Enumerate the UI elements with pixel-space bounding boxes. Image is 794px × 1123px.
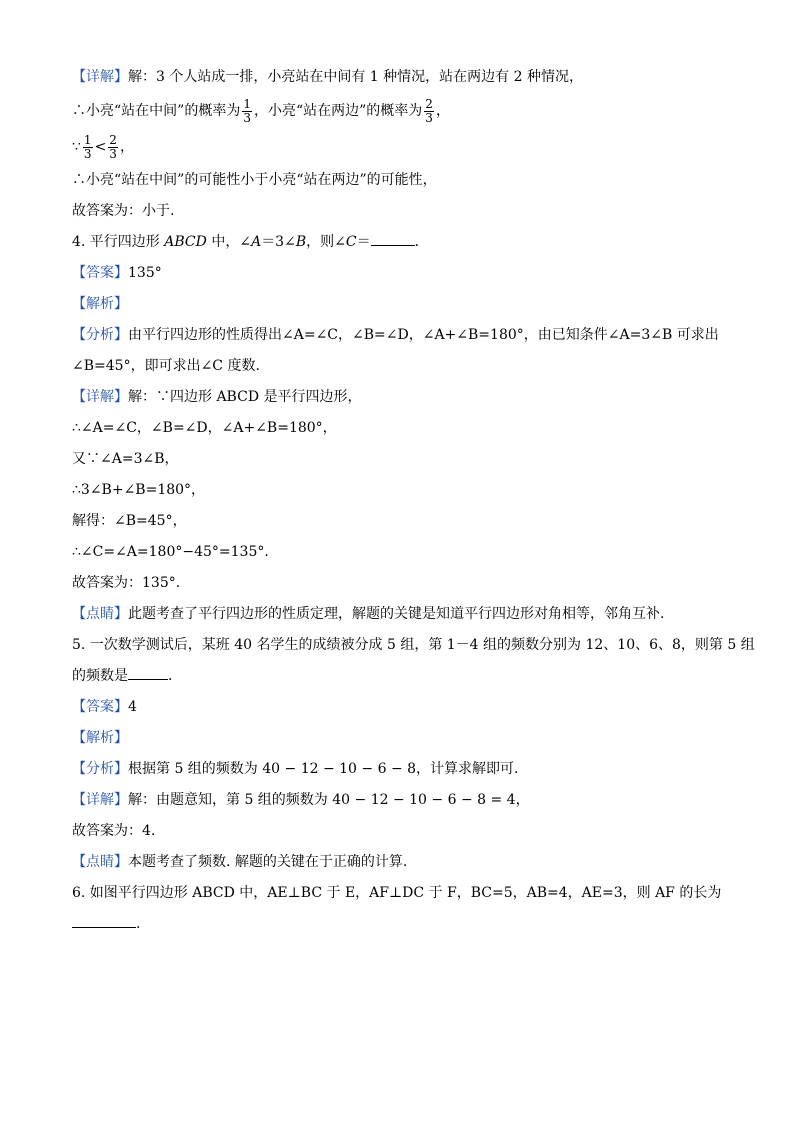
q6-stem-2 bbox=[72, 909, 732, 940]
p3-compare-line bbox=[72, 129, 732, 165]
q4-pre: 4. 平行四边形 bbox=[72, 234, 165, 250]
fraction-two-thirds bbox=[108, 134, 118, 161]
frac-num: 2 bbox=[425, 96, 433, 111]
p3-prob-text-c: ， bbox=[435, 103, 450, 119]
q4-abcd: ABCD bbox=[164, 234, 207, 250]
q4-b: B bbox=[295, 234, 307, 250]
q5-result-line: 故答案为：4. bbox=[72, 823, 156, 839]
fraction-one-third bbox=[242, 98, 252, 125]
q5-comment-line bbox=[72, 847, 732, 878]
answer-blank bbox=[72, 913, 136, 928]
q4-end: ． bbox=[414, 234, 429, 250]
p3-answer-line: 故答案为：小于. bbox=[72, 203, 175, 219]
p3-prob-text-b: ，小亮“站在两边”的概率为 bbox=[253, 103, 423, 119]
q4-c: C bbox=[345, 234, 357, 250]
q5-answer-line bbox=[72, 692, 732, 723]
answer-tag: 【答案】 bbox=[72, 265, 128, 281]
p3-probability-line bbox=[72, 93, 732, 129]
frac-den: 3 bbox=[425, 110, 433, 125]
q4-analysis-line-2: ∠B=45°，即可求出∠C 度数. bbox=[72, 358, 260, 374]
analysis-tag: 【解析】 bbox=[72, 296, 128, 312]
p3-prob-text-a: ∴小亮“站在中间”的概率为 bbox=[72, 103, 241, 119]
q4-mid4: ＝ bbox=[356, 234, 371, 250]
q5-stem-2 bbox=[72, 661, 732, 692]
frac-den: 3 bbox=[109, 146, 117, 161]
answer-blank bbox=[128, 665, 168, 680]
q5-comment: 本题考查了频数. 解题的关键在于正确的计算. bbox=[128, 854, 408, 870]
q5-analysis-line bbox=[72, 754, 732, 785]
frac-num: 1 bbox=[83, 132, 92, 147]
frac-num: 1 bbox=[243, 96, 251, 111]
q5-answer: 4 bbox=[128, 699, 137, 715]
q4-a: A bbox=[251, 234, 262, 250]
q4-detail-line-1 bbox=[72, 382, 732, 413]
frac-num: 2 bbox=[109, 132, 117, 147]
q5-stem-2a: 的频数是 bbox=[72, 668, 128, 684]
q5-analysis-tag-line bbox=[72, 723, 732, 754]
analyze-tag: 【分析】 bbox=[72, 761, 128, 777]
q4-analysis-tag-line bbox=[72, 289, 732, 320]
p3-conclusion-line: ∴小亮“站在中间”的可能性小于小亮“站在两边”的可能性， bbox=[72, 172, 437, 188]
q4-step-4: ∴3∠B+∠B=180°， bbox=[72, 482, 206, 498]
q6-stem-1: 6. 如图平行四边形 ABCD 中，AE⊥BC 于 E，AF⊥DC 于 F，BC=5，AB=4，AE=3，则 AF 的长为 bbox=[72, 885, 722, 901]
q4-mid1: 中，∠ bbox=[206, 234, 252, 250]
q6-stem-2: . bbox=[136, 916, 141, 932]
q4-detail-1: 解：∵四边形 ABCD 是平行四边形， bbox=[128, 389, 362, 405]
answer-tag: 【答案】 bbox=[72, 699, 128, 715]
because-symbol: ∵ bbox=[72, 139, 81, 155]
q4-comment: 此题考查了平行四边形的性质定理，解题的关键是知道平行四边形对角相等，邻角互补. bbox=[128, 606, 665, 622]
q4-analysis-1: 由平行四边形的性质得出∠A=∠C，∠B=∠D，∠A+∠B=180°，由已知条件∠A=3∠B 可求出 bbox=[128, 327, 719, 343]
q5-detail: 解：由题意知，第 5 组的频数为 40 − 12 − 10 − 6 − 8 = 4， bbox=[128, 792, 530, 808]
q5-stem-1: 5. 一次数学测试后，某班 40 名学生的成绩被分成 5 组，第 1－4 组的频数分别为 12、10、6、8，则第 5 组 bbox=[72, 637, 755, 653]
q5-analysis: 根据第 5 组的频数为 40 − 12 − 10 − 6 − 8，计算求解即可. bbox=[128, 761, 519, 777]
detail-tag: 【详解】 bbox=[72, 389, 128, 405]
less-than: < bbox=[94, 139, 107, 155]
p3-detail-line bbox=[72, 62, 732, 93]
q4-comment-line bbox=[72, 599, 732, 630]
q4-stem bbox=[72, 227, 732, 258]
comma: ， bbox=[119, 139, 134, 155]
q4-answer: 135° bbox=[128, 265, 162, 281]
q5-stem-2b: ． bbox=[168, 668, 182, 684]
q4-step-6: ∴∠C=∠A=180°−45°=135°. bbox=[72, 544, 269, 560]
q4-mid2: ＝3∠ bbox=[261, 234, 296, 250]
detail-tag: 【详解】 bbox=[72, 69, 128, 85]
q4-analysis-line-1 bbox=[72, 320, 732, 351]
frac-den: 3 bbox=[243, 110, 251, 125]
analyze-tag: 【分析】 bbox=[72, 327, 128, 343]
q4-step-3: 又∵∠A=3∠B， bbox=[72, 451, 179, 467]
q4-step-7: 故答案为：135°. bbox=[72, 575, 181, 591]
q4-step-2: ∴∠A=∠C，∠B=∠D，∠A+∠B=180°， bbox=[72, 420, 337, 436]
answer-blank bbox=[371, 231, 415, 246]
q5-detail-line bbox=[72, 785, 732, 816]
q4-answer-line bbox=[72, 258, 732, 289]
fraction-one-third bbox=[83, 134, 93, 161]
comment-tag: 【点睛】 bbox=[72, 606, 128, 622]
comment-tag: 【点睛】 bbox=[72, 854, 128, 870]
analysis-tag: 【解析】 bbox=[72, 730, 128, 746]
detail-tag: 【详解】 bbox=[72, 792, 128, 808]
page bbox=[72, 62, 755, 940]
p3-detail-text: 解：3 个人站成一排，小亮站在中间有 1 种情况，站在两边有 2 种情况， bbox=[128, 69, 583, 85]
frac-den: 3 bbox=[83, 146, 92, 161]
q4-step-5: 解得：∠B=45°， bbox=[72, 513, 187, 529]
fraction-two-thirds bbox=[424, 98, 434, 125]
q4-mid3: ，则∠ bbox=[306, 234, 346, 250]
